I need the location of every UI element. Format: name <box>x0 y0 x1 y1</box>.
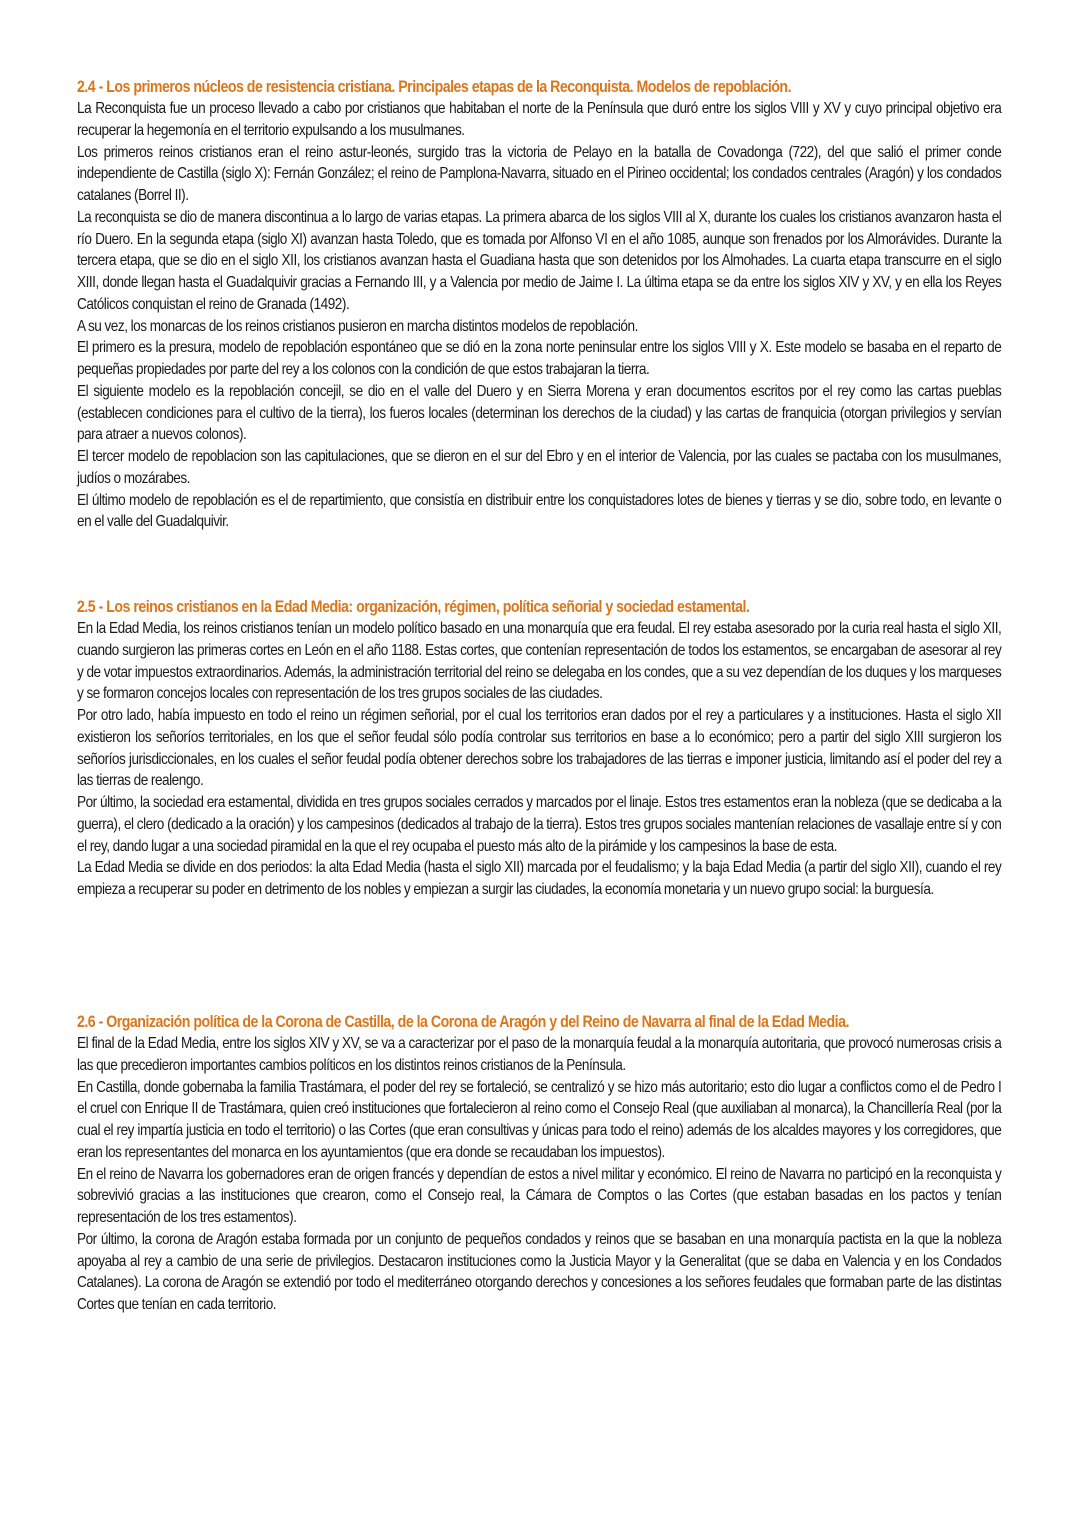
section-heading: 2.5 - Los reinos cristianos en la Edad Media: organización, régimen, política señorial y sociedad estamental. <box>77 598 750 616</box>
paragraph: Por otro lado, había impuesto en todo el reino un régimen señorial, por el cual los territorios eran dados por el rey a particulares y a instituciones. Hasta el siglo XII existieron los señoríos territoriales, en los que el señor feudal sólo podía controlar sus territorios en base a lo económico; pero a partir del siglo XIII surgieron los señoríos jurisdiccionales, en los cuales el señor feudal podía obtener derechos sobre los trabajadores de las tierras e imponer justicia, limitando así el poder del rey a las tierras de realengo. <box>77 707 1002 790</box>
section-heading: 2.6 - Organización política de la Corona de Castilla, de la Corona de Aragón y del Reino de Navarra al final de la Edad Media. <box>77 1013 849 1031</box>
paragraph: La reconquista se dio de manera discontinua a lo largo de varias etapas. La primera abarca de los siglos VIII al X, durante los cuales los cristianos avanzaron hasta el río Duero. En la segunda etapa (siglo XI) avanzan hasta Toledo, que es tomada por Alfonso VI en el año 1085, aunque son frenados por los Almorávides. Durante la tercera etapa, que se dio en el siglo XII, los cristianos avanzan hasta el Guadiana hasta que son detenidos por los Almohades. La cuarta etapa transcurre en el siglo XIII, donde llegan hasta el Guadalquivir gracias a Fernando III, y a Valencia por medio de Jaime I. La última etapa se da entre los siglos XIV y XV, y en ella los Reyes Católicos conquistan el reino de Granada (1492). <box>77 208 1002 313</box>
paragraph: El siguiente modelo es la repoblación concejil, se dio en el valle del Duero y en Sierra Morena y eran documentos escritos por el rey como las cartas pueblas (establecen condiciones para el cultivo de la tierra), los fueros locales (determinan los derechos de la ciudad) y las cartas de franquicia (otorgan privilegios y servían para atraer a nuevos colonos). <box>77 382 1002 444</box>
paragraph: En el reino de Navarra los gobernadores eran de origen francés y dependían de estos a nivel militar y económico. El reino de Navarra no participó en la reconquista y sobrevivió gracias a las instituciones que crearon, como el Consejo real, la Cámara de Comptos o las Cortes (que estaban basadas en los pactos y tenían representación de los tres estamentos). <box>77 1165 1002 1226</box>
paragraph: Los primeros reinos cristianos eran el reino astur-leonés, surgido tras la victoria de Pelayo en la batalla de Covadonga (722), del que salió el primer conde independiente de Castilla (siglo X): Fernán González; el reino de Pamplona-Navarra, situado en el Pirineo occidental; los condados centrales (Aragón) y los condados catalanes (Borrel II). <box>77 143 1002 204</box>
section-2-4 <box>77 76 1001 533</box>
paragraph: En la Edad Media, los reinos cristianos tenían un modelo político basado en una monarquía que era feudal. El rey estaba asesorado por la curia real hasta el siglo XII, cuando surgieron las primeras cortes en León en el año 1188. Estas cortes, que contenían representación de todos los estamentos, se encargaban de asesorar al rey y de votar impuestos extraordinarios. Además, la administración territorial del reino se delegaba en los condes, que a su vez dependían de los duques y los marqueses y se formaron concejos locales con representación de los tres grupos sociales de las ciudades. <box>77 620 1002 703</box>
section-2-6 <box>77 1011 1001 1316</box>
paragraph: A su vez, los monarcas de los reinos cristianos pusieron en marcha distintos modelos de repoblación. <box>77 317 638 335</box>
paragraph: La Reconquista fue un proceso llevado a cabo por cristianos que habitaban el norte de la Península que duró entre los siglos VIII y XV y cuyo principal objetivo era recuperar la hegemonía en el territorio expulsando a los musulmanes. <box>77 100 1002 139</box>
paragraph: El tercer modelo de repoblacion son las capitulaciones, que se dieron en el sur del Ebro y en el interior de Valencia, por las cuales se pactaba con los musulmanes, judíos o mozárabes. <box>77 448 1002 487</box>
paragraph: El último modelo de repoblación es el de repartimiento, que consistía en distribuir entre los conquistadores lotes de bienes y tierras y se dio, sobre todo, en levante o en el valle del Guadalquivir. <box>77 491 1002 531</box>
paragraph: El final de la Edad Media, entre los siglos XIV y XV, se va a caracterizar por el paso de la monarquía feudal a la monarquía autoritaria, que provocó numerosas crisis a las que precedieron importantes cambios políticos en los distintos reinos cristianos de la Península. <box>77 1035 1002 1074</box>
section-2-5 <box>77 596 1001 901</box>
paragraph: El primero es la presura, modelo de repoblación espontáneo que se dió en la zona norte peninsular entre los siglos VIII y X. Este modelo se basaba en el reparto de pequeñas propiedades por parte del rey a los colonos con la condición de que estos trabajaran la tierra. <box>77 339 1002 378</box>
paragraph: La Edad Media se divide en dos periodos: la alta Edad Media (hasta el siglo XII) marcada por el feudalismo; y la baja Edad Media (a partir del siglo XII), cuando el rey empieza a recuperar su poder en detrimento de los nobles y empiezan a surgir las ciudades, la economía monetaria y un nuevo grupo social: la burguesía. <box>77 859 1002 898</box>
paragraph: Por último, la corona de Aragón estaba formada por un conjunto de pequeños condados y reinos que se basaban en una monarquía pactista en la que la nobleza apoyaba al rey a cambio de una serie de privilegios. Destacaron instituciones como la Justicia Mayor y la Generalitat (que se daba en Valencia y en los Condados Catalanes). La corona de Aragón se extendió por todo el mediterráneo otorgando derechos y concesiones a los señores feudales que formaban parte de las distintas Cortes que tenían en cada territorio. <box>77 1230 1002 1313</box>
section-heading: 2.4 - Los primeros núcleos de resistencia cristiana. Principales etapas de la Reconquista. Modelos de repoblación. <box>77 78 792 96</box>
paragraph: Por último, la sociedad era estamental, dividida en tres grupos sociales cerrados y marcados por el linaje. Estos tres estamentos eran la nobleza (que se dedicaba a la guerra), el clero (dedicado a la oración) y los campesinos (dedicados al trabajo de la tierra). Estos tres grupos sociales mantenían relaciones de vasallaje entre sí y con el rey, dando lugar a una sociedad piramidal en la que el rey ocupaba el puesto más alto de la pirámide y los campesinos la base de esta. <box>77 794 1002 855</box>
paragraph: En Castilla, donde gobernaba la familia Trastámara, el poder del rey se fortaleció, se centralizó y se hizo más autoritario; esto dio lugar a conflictos como el de Pedro I el cruel con Enrique II de Trastámara, quien creó instituciones que fortalecieron al reino como el Consejo Real (que auxiliaban al monarca), la Chancillería Real (por la cual el rey impartía justicia en todo el territorio) o las Cortes (que eran consultivas y únicas para todo el reino) además de los alcaldes mayores y los corregidores, que eran los representantes del monarca en los ayuntamientos (que era donde se recaudaban los impuestos). <box>77 1078 1002 1161</box>
